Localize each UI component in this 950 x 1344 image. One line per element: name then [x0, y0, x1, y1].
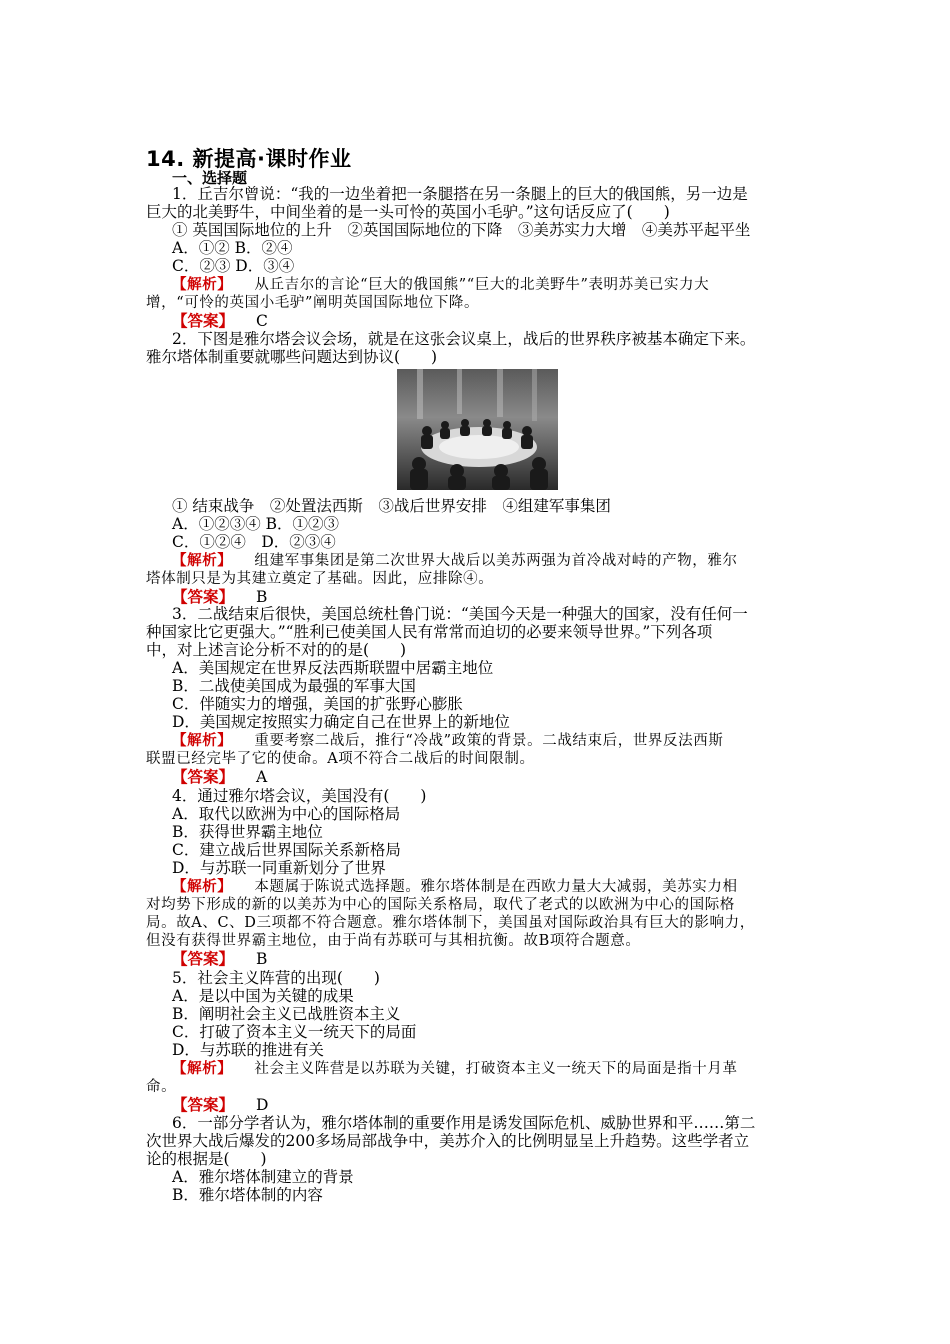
q3-option-d: D．美国规定按照实力确定自己在世界上的新地位 — [172, 713, 510, 731]
q1-analysis-text1: 从丘吉尔的言论“巨大的俄国熊”“巨大的北美野牛”表明苏美已实力大 — [254, 277, 710, 293]
q3-option-b: B．二战使美国成为最强的军事大国 — [172, 677, 416, 695]
q2-answer — [172, 588, 267, 606]
q5-analysis-text2: 命。 — [146, 1079, 177, 1095]
q3-stem-line2: 种国家比它更强大。”“胜利已使美国人民有常常而迫切的必要来领导世界。”下列各项 — [146, 623, 713, 641]
q4-option-d: D．与苏联一同重新划分了世界 — [172, 859, 386, 877]
q3-analysis-text2: 联盟已经完毕了它的使命。A项不符合二战后的时间限制。 — [146, 751, 535, 767]
q1-answer — [172, 312, 268, 330]
q3-option-c: C．伴随实力的增强，美国的扩张野心膨胀 — [172, 695, 463, 713]
q2-analysis-text2: 塔体制只是为其建立奠定了基础。因此，应排除④。 — [146, 571, 494, 587]
q4-option-a: A．取代以欧洲为中心的国际格局 — [172, 805, 401, 823]
q5-option-c: C．打破了资本主义一统天下的局面 — [172, 1023, 417, 1041]
q1-analysis-text2: 增，“可怜的英国小毛驴”阐明英国国际地位下降。 — [146, 295, 480, 311]
answer-tag: 【答案】 — [172, 767, 235, 786]
q3-stem-line1: 3．二战结束后很快，美国总统杜鲁门说：“美国今天是一种强大的国家，没有任何一 — [172, 605, 748, 623]
q4-analysis-text2: 对均势下形成的新的以美苏为中心的国际关系格局，取代了老式的以欧洲为中心的国际格 — [146, 897, 735, 913]
q2-options-ab: A．①②③④ B．①②③ — [172, 515, 340, 533]
q2-answer-value: B — [256, 588, 268, 606]
q4-analysis-text3: 局。故A、C、D三项都不符合题意。雅尔塔体制下，美国虽对国际政治具有巨大的影响力， — [146, 915, 755, 931]
q6-stem-line2: 次世界大战后爆发的200多场局部战争中，美苏介入的比例明显呈上升趋势。这些学者立 — [146, 1132, 750, 1150]
q5-option-d: D．与苏联的推进有关 — [172, 1041, 324, 1059]
yalta-conference-photo — [397, 369, 558, 490]
q2-options-cd: C．①②④ D．②③④ — [172, 533, 336, 551]
q1-options-cd: C．②③ D．③④ — [172, 257, 295, 275]
q3-stem-line3: 中，对上述言论分析不对的的是( ) — [146, 641, 407, 659]
answer-tag: 【答案】 — [172, 311, 235, 330]
q3-answer — [172, 768, 267, 786]
q5-analysis-text1: 社会主义阵营是以苏联为关键，打破资本主义一统天下的局面是指十月革 — [254, 1061, 738, 1077]
q3-option-a: A．美国规定在世界反法西斯联盟中居霸主地位 — [172, 659, 494, 677]
q4-analysis-text4: 但没有获得世界霸主地位，由于尚有苏联可与其相抗衡。故B项符合题意。 — [146, 933, 641, 949]
q4-answer-value: B — [256, 950, 268, 968]
q1-analysis — [172, 276, 709, 294]
q5-analysis — [172, 1060, 738, 1078]
q4-analysis-text1: 本题属于陈说式选择题。雅尔塔体制是在西欧力量大大减弱，美苏实力相 — [254, 879, 738, 895]
q1-stem-line2: 巨大的北美野牛，中间坐着的是一头可怜的英国小毛驴。”这句话反应了( ) — [146, 203, 670, 221]
q6-stem-line3: 论的根据是( ) — [146, 1150, 267, 1168]
q6-stem-line1: 6．一部分学者认为，雅尔塔体制的重要作用是诱发国际危机、威胁世界和平……第二 — [172, 1114, 756, 1132]
q3-answer-value: A — [256, 768, 268, 786]
q4-analysis — [172, 878, 738, 896]
q5-stem-line1: 5．社会主义阵营的出现( ) — [172, 969, 380, 987]
q3-analysis-text1: 重要考察二战后，推行“冷战”政策的背景。二战结束后，世界反法西斯 — [254, 733, 724, 749]
analysis-tag: 【解析】 — [172, 276, 233, 293]
q1-stem-line1: 1．丘吉尔曾说：“我的一边坐着把一条腿搭在另一条腿上的巨大的俄国熊，另一边是 — [172, 185, 748, 203]
q5-answer-value: D — [256, 1096, 269, 1114]
answer-tag: 【答案】 — [172, 1095, 235, 1114]
q2-stem-line2: 雅尔塔体制重要就哪些问题达到协议( ) — [146, 348, 438, 366]
analysis-tag: 【解析】 — [172, 552, 233, 569]
q5-option-a: A．是以中国为关键的成果 — [172, 987, 354, 1005]
page-title: 14. 新提高·课时作业 — [146, 147, 352, 171]
q4-answer — [172, 950, 267, 968]
analysis-tag: 【解析】 — [172, 878, 233, 895]
answer-tag: 【答案】 — [172, 587, 235, 606]
answer-tag: 【答案】 — [172, 949, 235, 968]
analysis-tag: 【解析】 — [172, 1060, 233, 1077]
analysis-tag: 【解析】 — [172, 732, 233, 749]
q1-options-ab: A．①② B．②④ — [172, 239, 293, 257]
q6-option-b: B．雅尔塔体制的内容 — [172, 1186, 323, 1204]
q4-option-c: C．建立战后世界国际关系新格局 — [172, 841, 401, 859]
q4-stem-line1: 4．通过雅尔塔会议，美国没有( ) — [172, 787, 427, 805]
q4-option-b: B．获得世界霸主地位 — [172, 823, 323, 841]
q1-items: ① 英国国际地位的上升 ②英国国际地位的下降 ③美苏实力大增 ④美苏平起平坐 — [172, 221, 751, 239]
q1-answer-value: C — [256, 312, 268, 330]
q2-analysis-text1: 组建军事集团是第二次世界大战后以美苏两强为首冷战对峙的产物，雅尔 — [254, 553, 738, 569]
q2-stem-line1: 2．下图是雅尔塔会议会场，就是在这张会议桌上，战后的世界秩序被基本确定下来。 — [172, 330, 756, 348]
q3-analysis — [172, 732, 723, 750]
q2-analysis — [172, 552, 738, 570]
section-heading: 一、选择题 — [172, 169, 248, 187]
q5-option-b: B．阐明社会主义已战胜资本主义 — [172, 1005, 401, 1023]
q5-answer — [172, 1096, 268, 1114]
q6-option-a: A．雅尔塔体制建立的背景 — [172, 1168, 354, 1186]
q2-items: ① 结束战争 ②处置法西斯 ③战后世界安排 ④组建军事集团 — [172, 497, 611, 515]
